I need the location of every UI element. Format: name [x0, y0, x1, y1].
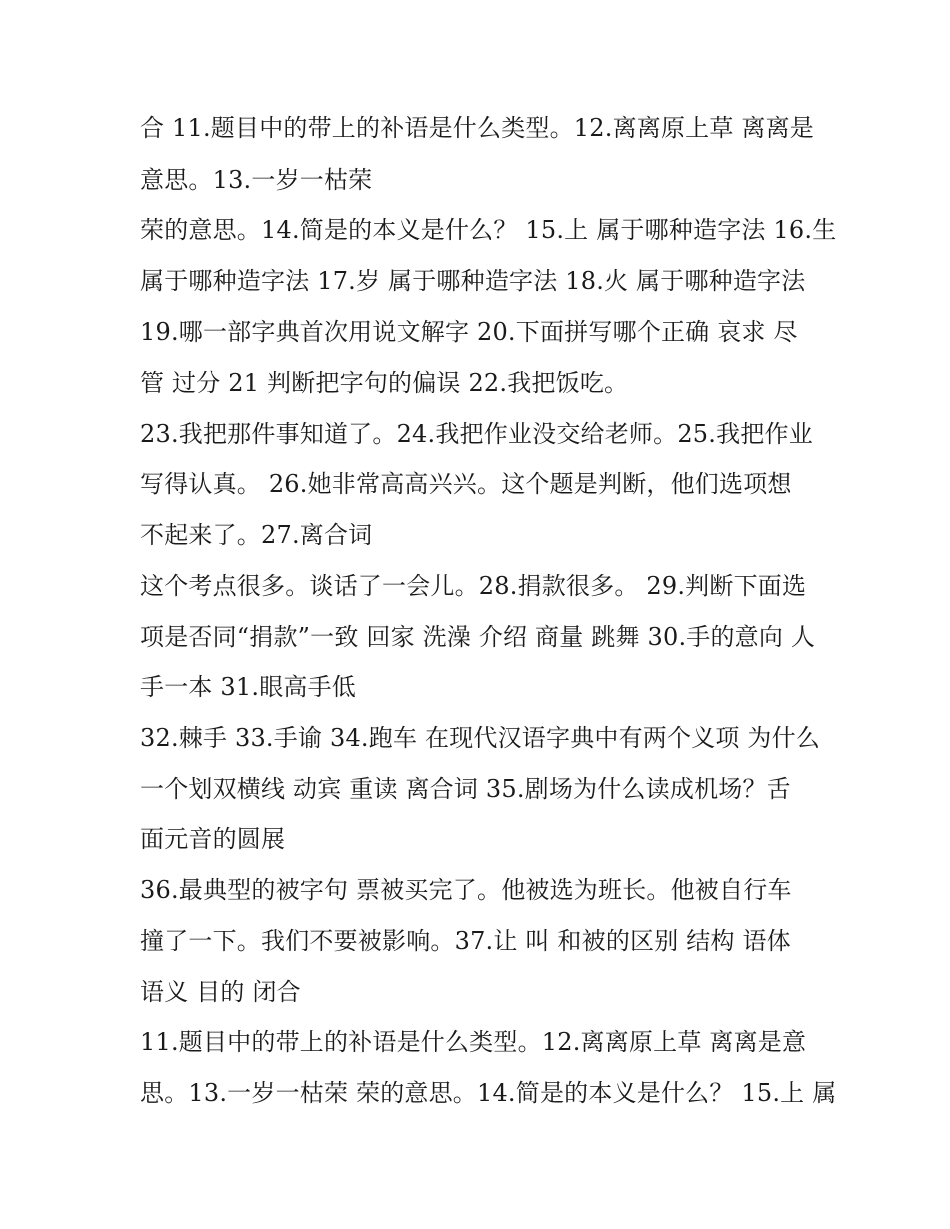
text-line: 项是否同“捐款”一致 回家 洗澡 介绍 商量 跳舞 30.手的意向 人	[140, 623, 816, 651]
text-line: 32.棘手 33.手谕 34.跑车 在现代汉语字典中有两个义项 为什么	[140, 724, 821, 752]
text-line: 属于哪种造字法 17.岁 属于哪种造字法 18.火 属于哪种造字法	[140, 267, 806, 295]
text-line: 不起来了。27.离合词	[140, 521, 373, 549]
text-line: 11.题目中的带上的补语是什么类型。12.离离原上草 离离是意	[140, 1028, 807, 1056]
text-line: 手一本 31.眼高手低	[140, 673, 356, 701]
text-line: 撞了一下。我们不要被影响。37.让 叫 和被的区别 结构 语体	[140, 927, 791, 955]
text-line: 36.最典型的被字句 票被买完了。他被选为班长。他被自行车	[140, 876, 792, 904]
text-line: 一个划双横线 动宾 重读 离合词 35.剧场为什么读成机场？舌	[140, 775, 791, 803]
text-line: 荣的意思。14.简是的本义是什么？ 15.上 属于哪种造字法 16.生	[140, 216, 837, 244]
text-line: 语义 目的 闭合	[140, 978, 301, 1006]
text-line: 思。13.一岁一枯荣 荣的意思。14.简是的本义是什么？ 15.上 属	[140, 1079, 837, 1107]
text-line: 19.哪一部字典首次用说文解字 20.下面拼写哪个正确 哀求 尽	[140, 318, 798, 346]
text-line: 合 11.题目中的带上的补语是什么类型。12.离离原上草 离离是	[140, 114, 814, 142]
text-line: 面元音的圆展	[140, 825, 286, 853]
text-line: 意思。13.一岁一枯荣	[140, 166, 373, 194]
text-line: 管 过分 21 判断把字句的偏误 22.我把饭吃。	[140, 369, 629, 397]
text-line: 写得认真。 26.她非常高高兴兴。这个题是判断，他们选项想	[140, 470, 792, 498]
text-line: 23.我把那件事知道了。24.我把作业没交给老师。25.我把作业	[140, 420, 813, 448]
text-line: 这个考点很多。谈话了一会儿。28.捐款很多。 29.判断下面选	[140, 572, 807, 600]
